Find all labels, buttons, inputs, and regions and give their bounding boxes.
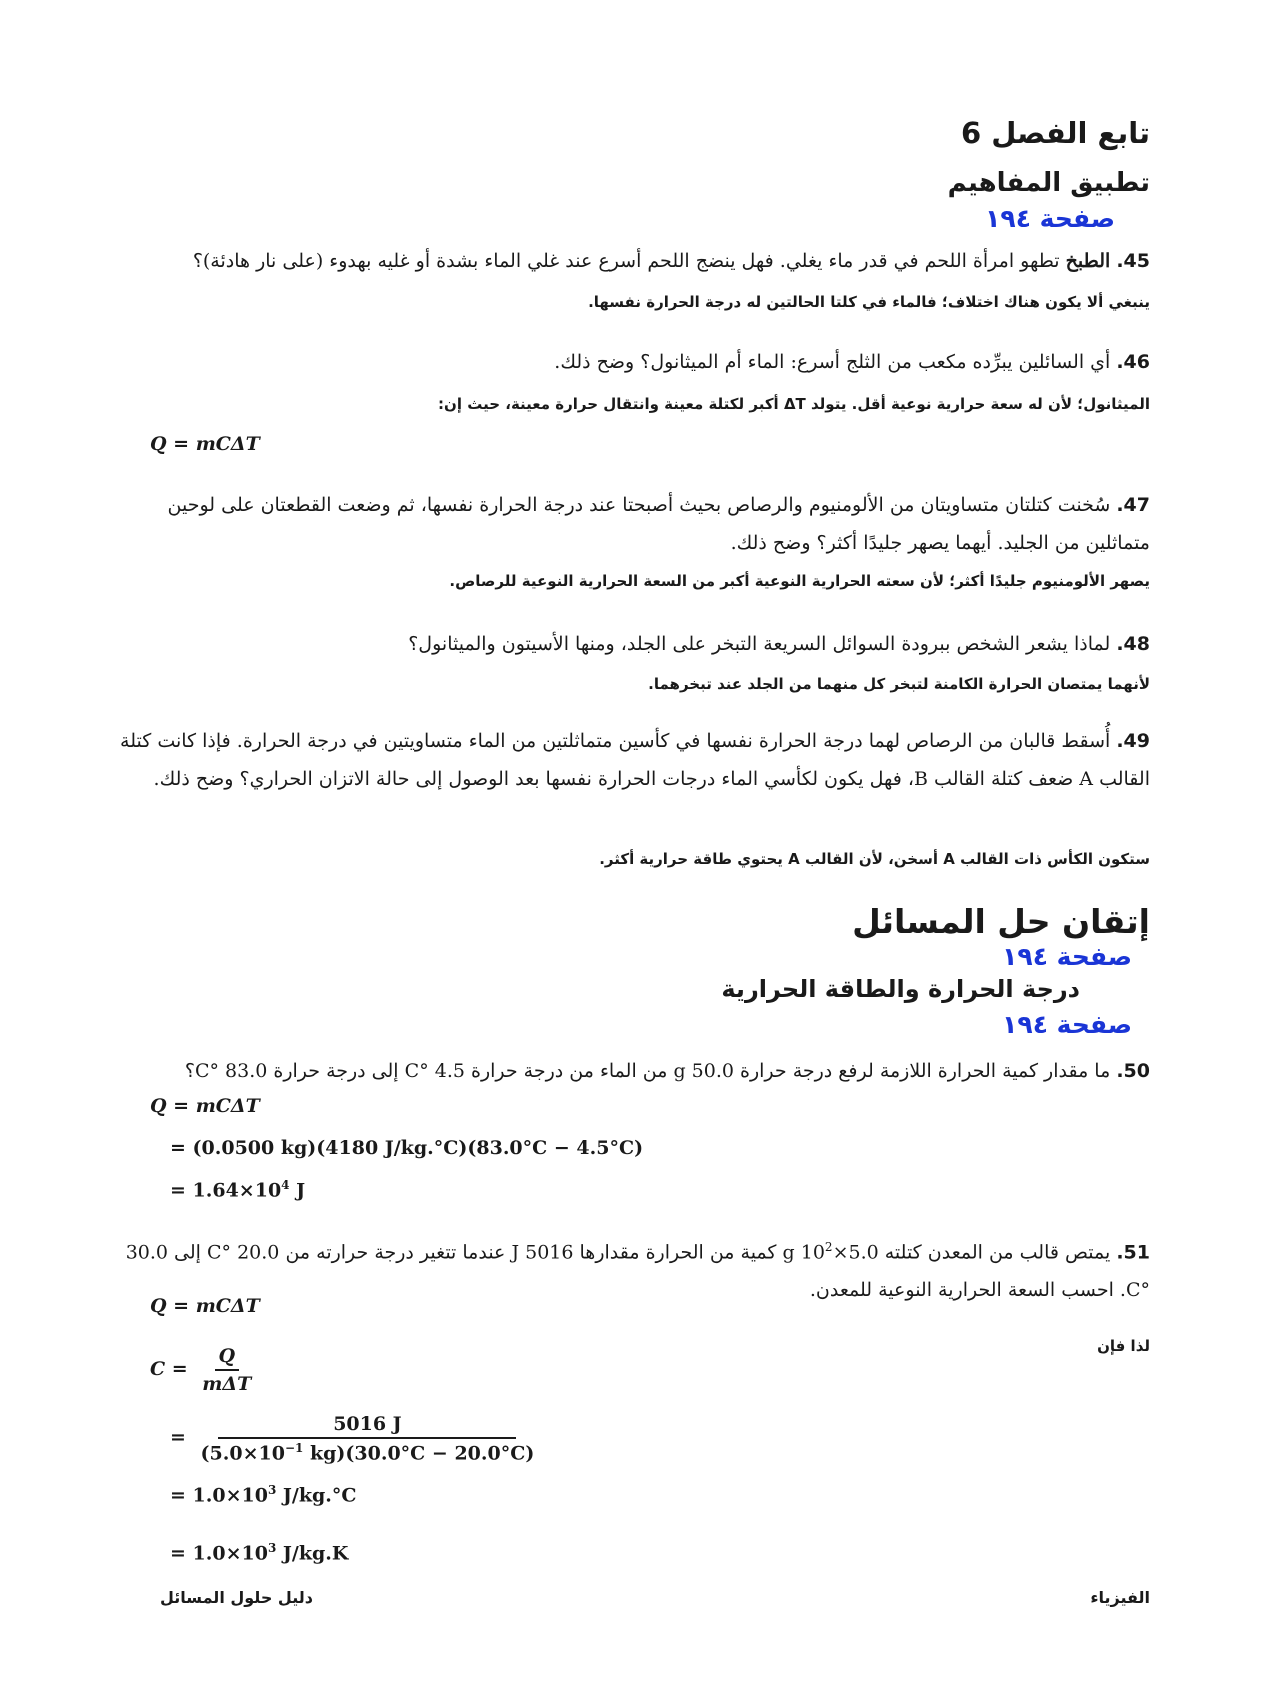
problem-exponent: 2 (824, 1240, 833, 1254)
denominator (197, 1439, 539, 1464)
problem-text: ما مقدار كمية الحرارة اللازمة لرفع درجة حرارة 50.0 g من الماء من درجة حرارة 4.5 °C إلى درجة حرارة 83.0 °C؟ (184, 1060, 1117, 1082)
denominator-part: kg)(30.0°C − 20.0°C) (303, 1442, 535, 1465)
denominator-part: (5.0×10 (200, 1442, 285, 1465)
footer-subject: الفيزياء (1090, 1588, 1150, 1607)
question-text: سُخنت كتلتان متساويتان من الألومنيوم والرصاص بحيث أصبحتا عند درجة الحرارة نفسها، ثم وضعت القطعتان على لوحين متماثلين من الجليد. أيهما يصهر جليدًا أكثر؟ وضح ذلك. (167, 494, 1150, 554)
result-exponent: 3 (267, 1483, 277, 1497)
mastery-heading: إتقان حل المسائل (852, 902, 1150, 941)
page-reference: صفحة ١٩٤ (1002, 1010, 1132, 1039)
question-text: تطهو امرأة اللحم في قدر ماء يغلي. فهل ينضج اللحم أسرع عند غلي الماء بشدة أو غليه بهدوء (على نار هادئة)؟ (192, 250, 1066, 272)
footer-guide: دليل حلول المسائل (160, 1588, 313, 1607)
question-46 (105, 343, 1150, 381)
answer-46: الميثانول؛ لأن له سعة حرارية نوعية أقل. يتولد ΔT أكبر لكتلة معينة وانتقال حرارة معينة، حيث إن: (438, 395, 1150, 413)
c-label: C = (150, 1358, 188, 1380)
question-number: 45. (1116, 250, 1150, 272)
result-mantissa: = 1.0×10 (170, 1484, 268, 1507)
subsection-heading: درجة الحرارة والطاقة الحرارية (721, 975, 1080, 1003)
numerator: Q (215, 1345, 240, 1371)
equation: = (0.0500 kg)(4180 J/kg.°C)(83.0°C − 4.5°C) (170, 1137, 644, 1159)
problem-text-part: g كمية من الحرارة مقدارها 5016 J عندما تتغير درجة حرارته من 20.0 °C إلى 30.0 °C. احسب السعة الحرارية النوعية للمعدن. (125, 1241, 1150, 1302)
equation-result (170, 1483, 357, 1506)
problem-50 (105, 1052, 1150, 1090)
result-mantissa: = 1.64×10 (170, 1179, 282, 1202)
result-exponent: 4 (281, 1178, 290, 1192)
equation-result (170, 1541, 348, 1564)
question-number: 49. (1116, 730, 1150, 752)
question-number: 48. (1116, 633, 1150, 655)
equation: Q = mCΔT (150, 1295, 260, 1317)
fraction-equation: = $\frac{5016 J}{(5.0\times 10^{-1} kg)(30.0^\circ C - 20.0^\circ C)}$ (170, 1413, 538, 1464)
question-49 (105, 722, 1150, 798)
denominator-exponent: −1 (284, 1441, 304, 1455)
answer-48: لأنهما يمتصان الحرارة الكامنة لتبخر كل منهما من الجلد عند تبخرهما. (648, 675, 1150, 693)
question-lead: الطبخ (1065, 250, 1111, 272)
therefore-label: لذا فإن (1097, 1337, 1150, 1355)
result-unit: J (289, 1179, 306, 1202)
question-48 (105, 625, 1150, 663)
question-number: 46. (1116, 351, 1150, 373)
page-reference: صفحة ١٩٤ (985, 204, 1115, 233)
chapter-heading: تابع الفصل 6 (960, 116, 1150, 150)
result-exponent: 3 (267, 1541, 277, 1555)
equation: Q = mCΔT (150, 1095, 260, 1117)
result-unit: J/kg.°C (276, 1484, 357, 1507)
problem-text-part: يمتص قالب من المعدن كتلته 5.0×10 (800, 1241, 1117, 1264)
fraction (198, 1345, 255, 1395)
section-heading: تطبيق المفاهيم (947, 168, 1150, 198)
question-text: أي السائلين يبرِّده مكعب من الثلج أسرع: الماء أم الميثانول؟ وضح ذلك. (554, 351, 1117, 373)
question-text: لماذا يشعر الشخص ببرودة السوائل السريعة التبخر على الجلد، ومنها الأسيتون والميثانول؟ (408, 633, 1117, 655)
answer-47: يصهر الألومنيوم جليدًا أكثر؛ لأن سعته الحرارية النوعية أكبر من السعة الحرارية النوعية للرصاص. (449, 572, 1150, 590)
equation-result (170, 1178, 305, 1201)
fraction (197, 1413, 539, 1464)
numerator: 5016 J (218, 1413, 516, 1439)
question-number: 47. (1116, 494, 1150, 516)
page-reference: صفحة ١٩٤ (1002, 942, 1132, 971)
denominator: mΔT (202, 1373, 252, 1395)
result-mantissa: = 1.0×10 (170, 1542, 268, 1565)
problem-51 (105, 1228, 1150, 1309)
question-45 (105, 242, 1150, 280)
question-text: أُسقط قالبان من الرصاص لهما درجة الحرارة نفسها في كأسين متماثلتين من الماء متساويتين في درجة الحرارة. فإذا كانت كتلة القالب A ضعف كتلة القالب B، فهل يكون لكأسي الماء درجات الحرارة نفسها بعد الوصول إلى حالة الاتزان الحراري؟ وضح ذلك. (120, 730, 1150, 790)
equation: Q = mCΔT (150, 433, 260, 455)
fraction-equation (150, 1345, 255, 1395)
problem-number: 50. (1116, 1060, 1150, 1082)
answer-45: ينبغي ألا يكون هناك اختلاف؛ فالماء في كلتا الحالتين له درجة الحرارة نفسها. (588, 293, 1150, 311)
problem-number: 51. (1116, 1241, 1150, 1264)
question-47 (105, 486, 1150, 562)
result-unit: J/kg.K (276, 1542, 349, 1565)
answer-49: ستكون الكأس ذات القالب A أسخن، لأن القالب A يحتوي طاقة حرارية أكثر. (599, 850, 1150, 868)
